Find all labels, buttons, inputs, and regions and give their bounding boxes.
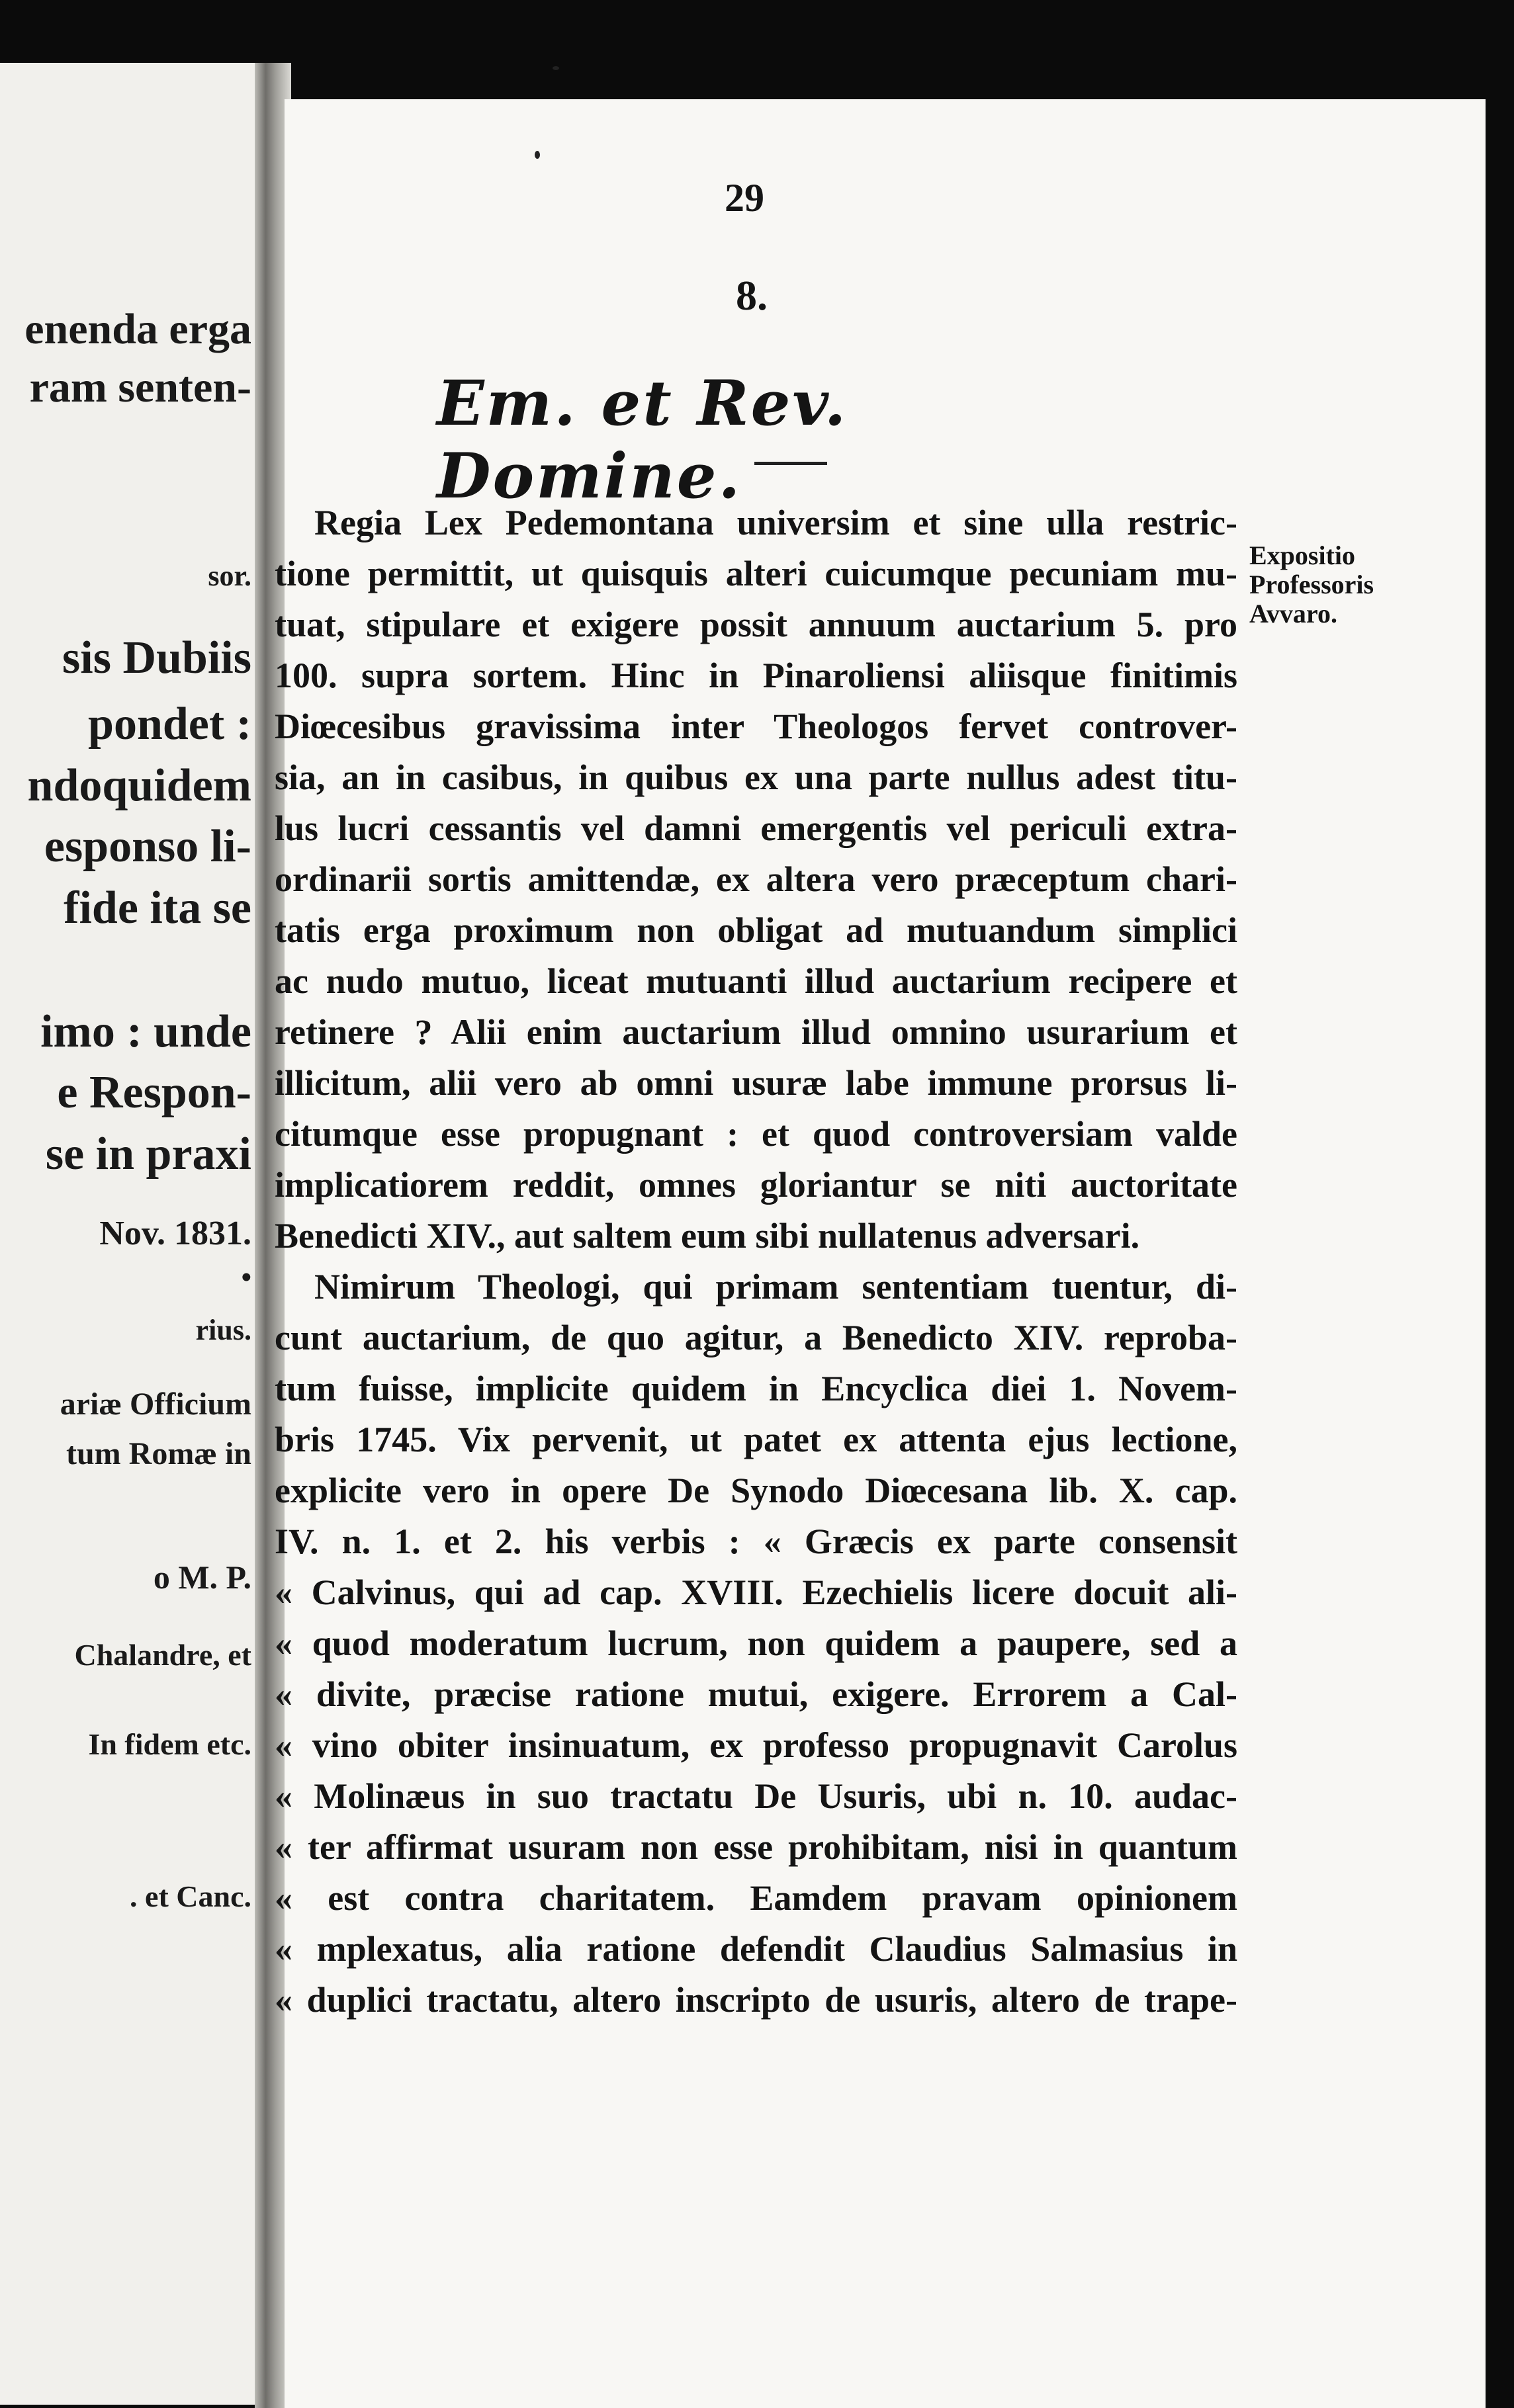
text-line: citumque esse propugnant : et quod controversiam valde bbox=[275, 1114, 1237, 1154]
text-line: « divite, præcise ratione mutui, exigere. Errorem a Cal- bbox=[275, 1674, 1237, 1714]
section-number: 8. bbox=[736, 272, 768, 319]
facing-page-line: • bbox=[241, 1261, 251, 1293]
facing-page-line: tum Romæ in bbox=[66, 1436, 251, 1471]
text-line: « mplexatus, alia ratione defendit Claudius Salmasius in bbox=[275, 1929, 1237, 1969]
facing-page-line: In fidem etc. bbox=[88, 1727, 251, 1761]
text-line: « duplici tractatu, altero inscripto de usuris, altero de trape- bbox=[275, 1980, 1237, 2020]
text-line: « Molinæus in suo tractatu De Usuris, ubi n. 10. audac- bbox=[275, 1776, 1237, 1816]
facing-page-line: ram senten- bbox=[29, 363, 251, 411]
text-line: lus lucri cessantis vel damni emergentis vel periculi extra- bbox=[275, 808, 1237, 848]
margin-note-line: Expositio bbox=[1249, 540, 1356, 570]
facing-page-line: enenda erga bbox=[24, 305, 251, 353]
facing-page-line: esponso li- bbox=[44, 821, 251, 872]
margin-note-line: Avvaro. bbox=[1249, 599, 1337, 628]
text-line: tatis erga proximum non obligat ad mutuandum simplici bbox=[275, 910, 1237, 950]
text-line: sia, an in casibus, in quibus ex una parte nullus adest titu- bbox=[275, 757, 1237, 797]
text-line: tum fuisse, implicite quidem in Encyclica diei 1. Novem- bbox=[275, 1369, 1237, 1408]
facing-page-line: e Respon- bbox=[57, 1067, 251, 1118]
facing-page-line: imo : unde bbox=[40, 1006, 251, 1057]
facing-page-line: sor. bbox=[208, 560, 251, 592]
text-line: Nimirum Theologi, qui primam sententiam tuentur, di- bbox=[314, 1267, 1237, 1307]
text-line: ac nudo mutuo, liceat mutuanti illud auctarium recipere et bbox=[275, 961, 1237, 1001]
text-line: IV. n. 1. et 2. his verbis : « Græcis ex parte consensit bbox=[275, 1522, 1237, 1561]
text-line: implicatiorem reddit, omnes gloriantur se niti auctoritate bbox=[275, 1165, 1237, 1205]
facing-page-line: se in praxi bbox=[45, 1129, 251, 1180]
text-line: « est contra charitatem. Eamdem pravam opinionem bbox=[275, 1878, 1237, 1918]
text-line: « Calvinus, qui ad cap. XVIII. Ezechielis licere docuit ali- bbox=[275, 1572, 1237, 1612]
text-line: ordinarii sortis amittendæ, ex altera vero præceptum chari- bbox=[275, 859, 1237, 899]
text-line: explicite vero in opere De Synodo Diœcesana lib. X. cap. bbox=[275, 1471, 1237, 1510]
text-line: tione permittit, ut quisquis alteri cuicumque pecuniam mu- bbox=[275, 554, 1237, 593]
scan-speck bbox=[553, 66, 559, 70]
text-line: cunt auctarium, de quo agitur, a Benedicto XIV. reproba- bbox=[275, 1318, 1237, 1357]
scan-speck bbox=[535, 151, 540, 159]
margin-note bbox=[1249, 541, 1388, 628]
page-number: 29 bbox=[725, 176, 764, 220]
body-text bbox=[275, 497, 1237, 2026]
text-line: « ter affirmat usuram non esse prohibitam, nisi in quantum bbox=[275, 1827, 1237, 1867]
facing-page-line: o M. P. bbox=[153, 1559, 251, 1596]
text-line: retinere ? Alii enim auctarium illud omnino usurarium et bbox=[275, 1012, 1237, 1052]
facing-page-line: sis Dubiis bbox=[62, 632, 251, 683]
facing-page-line: ariæ Officium bbox=[60, 1387, 251, 1422]
text-line: Benedicti XIV., aut saltem eum sibi nullatenus adversari. bbox=[275, 1216, 1140, 1256]
text-line: bris 1745. Vix pervenit, ut patet ex attenta ejus lectione, bbox=[275, 1420, 1237, 1459]
facing-page-line: rius. bbox=[195, 1314, 251, 1346]
facing-page-line: fide ita se bbox=[64, 882, 251, 933]
text-line: Diœcesibus gravissima inter Theologos fervet controver- bbox=[275, 707, 1237, 746]
margin-note-line: Professoris bbox=[1249, 570, 1374, 599]
text-line: illicitum, alii vero ab omni usuræ labe immune prorsus li- bbox=[275, 1063, 1237, 1103]
facing-page-line: ndoquidem bbox=[27, 760, 251, 811]
facing-page-line: . et Canc. bbox=[130, 1879, 251, 1913]
text-line: 100. supra sortem. Hinc in Pinaroliensi aliisque finitimis bbox=[275, 656, 1237, 695]
text-line: Regia Lex Pedemontana universim et sine ulla restric- bbox=[314, 503, 1237, 542]
facing-page bbox=[0, 63, 261, 2405]
facing-page-line: Nov. 1831. bbox=[99, 1215, 251, 1252]
heading-rule bbox=[754, 462, 827, 465]
facing-page-line: pondet : bbox=[88, 699, 251, 750]
facing-page-line: Chalandre, et bbox=[74, 1638, 251, 1672]
salutation-heading: Em. et Rev. Domine. bbox=[437, 367, 848, 513]
text-line: tuat, stipulare et exigere possit annuum auctarium 5. pro bbox=[275, 605, 1237, 644]
text-line: « quod moderatum lucrum, non quidem a paupere, sed a bbox=[275, 1623, 1237, 1663]
text-line: « vino obiter insinuatum, ex professo propugnavit Carolus bbox=[275, 1725, 1237, 1765]
